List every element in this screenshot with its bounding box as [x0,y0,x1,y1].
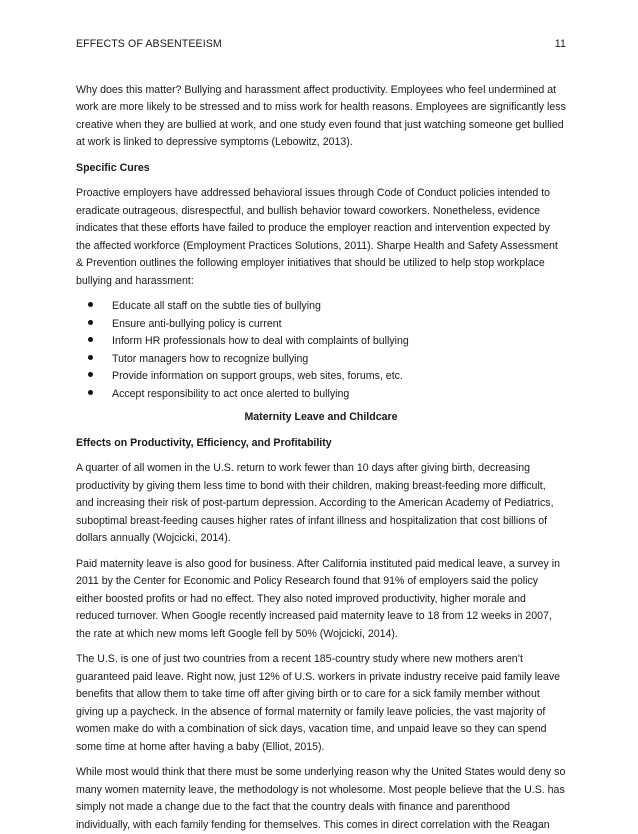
bullet-icon [88,390,93,395]
bullet-icon [88,372,93,377]
list-item-text: Tutor managers how to recognize bullying [112,352,309,365]
heading-maternity-leave: Maternity Leave and Childcare [244,411,398,423]
bullet-icon [88,337,93,342]
list-item-text: Accept responsibility to act once alerted to bullying [112,387,350,400]
heading-effects-productivity: Effects on Productivity, Efficiency, and Profitability [76,436,332,449]
list-item [88,351,566,369]
bullet-icon [88,302,93,307]
paragraph-underlying-reason: While most would think that there must be some underlying reason why the United States would deny so many women maternity leave, the methodology is not wholesome. Most people believe that the U.S. has simply not made a change due to the fact that the country deals with finance and parenthood individually, with each family fending for themselves. This comes in direct correlation with the Reagan [76,766,566,831]
page-number: 11 [554,38,566,50]
initiatives-list [76,298,566,403]
bullet-icon [88,320,93,325]
list-item-text: Provide information on support groups, web sites, forums, etc. [112,370,403,382]
list-item-text: Educate all staff on the subtle ties of bullying [112,300,321,312]
paragraph-us-countries: The U.S. is one of just two countries from a recent 185-country study where new mothers aren’t guaranteed paid leave. Right now, just 12% of U.S. workers in private industry receive paid family leave benefits that allow them to take time off after giving birth or to care for a sick family member without giving up a paycheck. In the absence of formal maternity or family leave policies, the vast majority of women make do with a combination of sick days, vacation time, and unpaid leave so they can spend some time at home after having a baby (Elliot, 2015). [76,653,561,753]
running-title: EFFECTS OF ABSENTEEISM [76,38,222,50]
paragraph-why-matters: Why does this matter? Bullying and harassment affect productivity. Employees who feel undermined at work are more likely to be stressed and to miss work for health reasons. Employees are significantly less creative when they are bullied at work, and one study even found that just watching someone get bullied at work is linked to depressive symptoms (Lebowitz, 2013). [76,83,566,148]
heading-specific-cures: Specific Cures [76,161,150,174]
paragraph-proactive-employers: Proactive employers have addressed behavioral issues through Code of Conduct policies intended to eradicate outrageous, disrespectful, and bullish behavior toward coworkers. Nonetheless, evidence indicates that these efforts have failed to produce the employer reaction and intervention expected by the affected workforce (Employment Practices Solutions, 2011). Sharpe Health and Safety Assessment & Prevention outlines the following employer initiatives that should be utilized to help stop workplace bullying and harassment: [76,187,558,287]
paragraph-quarter-of-women: A quarter of all women in the U.S. return to work fewer than 10 days after giving birth, decreasing productivity by giving them less time to bond with their children, making breast-feeding more difficult, and increasing their risk of post-partum depression. According to the American Academy of Pediatrics, suboptimal breast-feeding causes higher rates of infant illness and hospitalization that cost billions of dollars annually (Wojcicki, 2014). [76,462,554,544]
list-item [88,316,566,334]
list-item [88,386,566,404]
paragraph-paid-maternity: Paid maternity leave is also good for business. After California instituted paid medical leave, a survey in 2011 by the Center for Economic and Policy Research found that 91% of employers said the policy either boosted profits or had no effect. They also noted improved productivity, higher morale and reduced turnover. When Google recently increased paid maternity leave to 18 from 12 weeks in 2007, the rate at which new moms left Google fell by 50% (Wojcicki, 2014). [76,557,561,640]
list-item-text: Ensure anti-bullying policy is current [112,317,282,330]
list-item-text: Inform HR professionals how to deal with complaints of bullying [112,335,409,347]
list-item [88,368,566,386]
list-item [88,333,566,351]
bullet-icon [88,355,93,360]
list-item [88,298,566,316]
page-header [76,36,566,54]
